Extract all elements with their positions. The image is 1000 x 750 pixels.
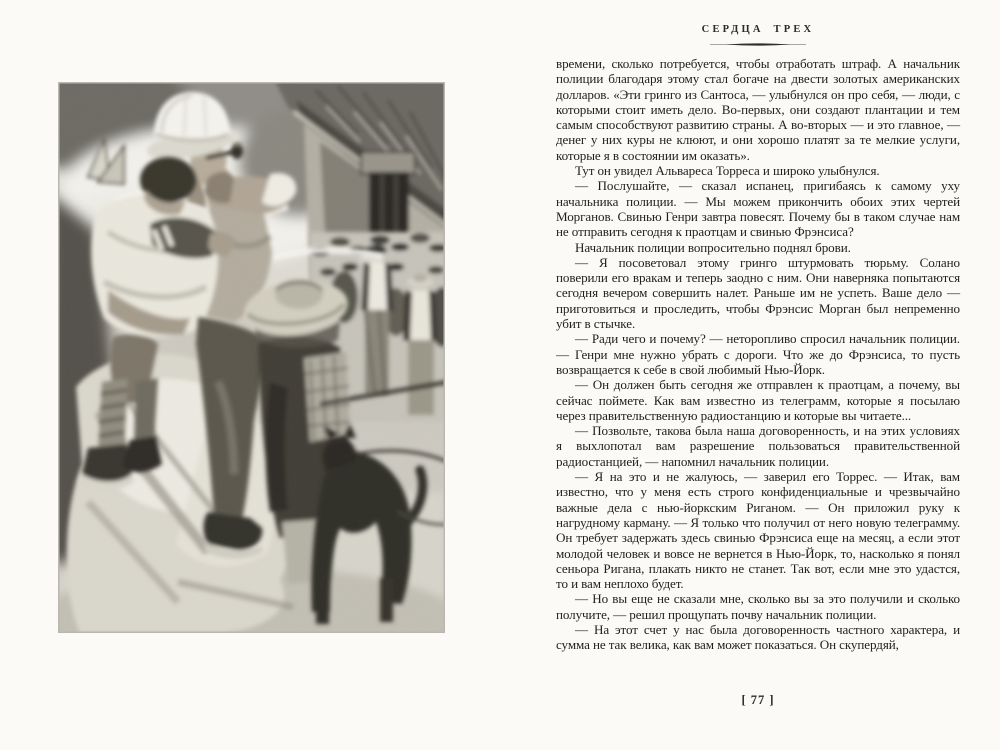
text-column	[556, 56, 960, 653]
running-head-title: СЕРДЦА ТРЕХ	[701, 24, 815, 35]
paragraph: Начальник полиции вопросительно поднял брови.	[575, 239, 851, 255]
rule-ornament	[710, 42, 806, 47]
paragraph: — Позвольте, такова была наша договоренность, и на этих условиях я выхлопотал вам разрешение пользоваться правительственной радиостанцией, — напомнил начальник полиции.	[556, 423, 960, 469]
illustration-canvas	[58, 82, 445, 633]
book-illustration	[58, 82, 445, 633]
paper-grain-overlay	[58, 82, 445, 633]
running-head-rule	[556, 42, 960, 47]
paragraph: — Я на это и не жалуюсь, — заверил его Торрес. — Итак, вам известно, что у меня есть строго конфиденциальные и чрезвычайно важные дела с нью-йоркским Риганом. — Он приложил руку к нагрудному карману. — Я только что получил от него новую телеграмму. Он требует задержать здесь свинью Фрэнсиса еще на месяц, а если этот молодой человек и вовсе не вернется в Нью-Йорк, то, насколько я понял сеньора Ригана, плакать никто не станет. Так вот, если мне это удастся, то и вам неплохо будет.	[556, 469, 960, 592]
page-number: [ 77 ]	[741, 693, 775, 707]
paragraph: — На этот счет у нас была договоренность частного характера, и сумма не так велика, как вам может показаться. Он скупердяй,	[556, 621, 960, 653]
paragraph: времени, сколько потребуется, чтобы отработать штраф. А начальник полиции благодаря этому стал богаче на двести золотых американских долларов. «Эти гринго из Сантоса, — улыбнулся он про себя, — люди, с которыми стоит иметь дело. Во-первых, они создают плантации и тем самым способствуют развитию страны. А во-вторых — и это главное, — денег у них куры не клюют, и они хорошо платят за те мелкие услуги, которые я в состоянии им оказать».	[556, 56, 960, 163]
paragraph: — Но вы еще не сказали мне, сколько вы за это получили и сколько получите, — решил прощупать почву начальник полиции.	[556, 591, 960, 622]
paragraph: — Послушайте, — сказал испанец, пригибаясь к самому уху начальника полиции. — Мы можем прикончить обоих этих чертей Морганов. Свинью Генри завтра повесят. Почему бы в таком случае нам не отправить сегодня к праотцам и свинью Фрэнсиса?	[556, 178, 960, 240]
paragraph: — Я посоветовал этому гринго штурмовать тюрьму. Солано поверили его вракам и теперь заодно с ним. Они наверняка попытаются сегодня вечером совершить налет. Раньше им не успеть. Ваше дело — приготовиться и проследить, чтобы Фрэнсис Морган был непременно убит в стычке.	[556, 254, 960, 332]
paragraph: — Ради чего и почему? — неторопливо спросил начальник полиции. — Генри мне нужно убрать с дороги. Что же до Фрэнсиса, то пусть возвращается к себе в свой любимый Нью-Йорк.	[556, 331, 960, 377]
paragraph: — Он должен быть сегодня же отправлен к праотцам, а почему, вы сейчас поймете. Как вам известно из телеграмм, которые я посылаю через правительственную радиостанцию и которые вы читаете...	[556, 377, 960, 423]
paragraph: Тут он увидел Альвареса Торреса и широко улыбнулся.	[575, 163, 880, 179]
